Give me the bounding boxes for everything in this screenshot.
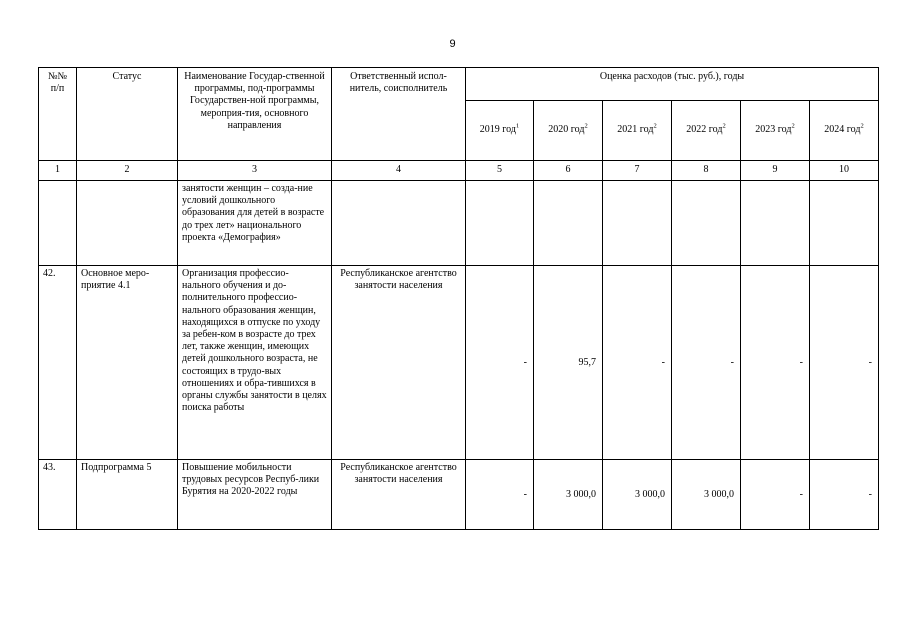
table-row (39, 181, 879, 266)
page-number: 9 (449, 38, 456, 50)
row-status (77, 181, 178, 266)
row-responsible: Республиканское агентство занятости населения (332, 266, 466, 460)
row-value: - (741, 460, 810, 530)
row-name: занятости женщин – созда-ние условий дошкольного образования для детей в возрасте до трех лет» национального проекта «Демография» (178, 181, 332, 266)
column-number: 8 (672, 161, 741, 181)
column-number: 3 (178, 161, 332, 181)
row-value (534, 181, 603, 266)
row-name: Повышение мобильности трудовых ресурсов Респуб-лики Бурятия на 2020-2022 годы (178, 460, 332, 530)
row-value: 3 000,0 (603, 460, 672, 530)
header-year: 2024 год$^2$ (810, 101, 879, 161)
header-year: 2023 год$^2$ (741, 101, 810, 161)
table-row (39, 266, 879, 460)
row-status: Основное меро-приятие 4.1 (77, 266, 178, 460)
row-value: 3 000,0 (534, 460, 603, 530)
row-value: - (810, 460, 879, 530)
row-value: - (810, 266, 879, 460)
row-value: 3 000,0 (672, 460, 741, 530)
column-number: 7 (603, 161, 672, 181)
row-value (741, 181, 810, 266)
row-value (466, 181, 534, 266)
column-number: 2 (77, 161, 178, 181)
row-name: Организация профессио-нального обучения и до-полнительного профессио-нального образования женщин, находящихся в отпуске по уходу за ребен-ком в возрасте до трех лет, также женщин, имеющих детей дошкольного возраста, не состоящих в трудо-вых отношениях и обра-тившихся в органы службы занятости в целях поиска работы (178, 266, 332, 460)
column-number: 10 (810, 161, 879, 181)
header-name: Наименование Государ-ственной программы, под-программы Государствен-ной программы, мероприя-тия, основного направления (178, 68, 332, 161)
row-value (672, 181, 741, 266)
row-responsible (332, 181, 466, 266)
header-year: 2022 год$^2$ (672, 101, 741, 161)
row-value: 95,7 (534, 266, 603, 460)
column-number-row (39, 161, 879, 181)
row-value (603, 181, 672, 266)
row-num: 42. (39, 266, 77, 460)
row-value (810, 181, 879, 266)
column-number: 6 (534, 161, 603, 181)
header-row (39, 68, 879, 101)
header-year: 2020 год$^2$ (534, 101, 603, 161)
column-number: 1 (39, 161, 77, 181)
row-value: - (466, 460, 534, 530)
row-responsible: Республиканское агентство занятости населения (332, 460, 466, 530)
row-num (39, 181, 77, 266)
header-year: 2019 год$^1$ (466, 101, 534, 161)
column-number: 4 (332, 161, 466, 181)
column-number: 9 (741, 161, 810, 181)
expense-table (38, 67, 879, 530)
table-row (39, 460, 879, 530)
row-value: - (672, 266, 741, 460)
header-num: №№ п/п (39, 68, 77, 161)
row-value: - (741, 266, 810, 460)
row-value: - (466, 266, 534, 460)
header-cost-group: Оценка расходов (тыс. руб.), годы (466, 68, 879, 101)
row-num: 43. (39, 460, 77, 530)
row-value: - (603, 266, 672, 460)
header-year: 2021 год$^2$ (603, 101, 672, 161)
header-responsible: Ответственный испол-нитель, соисполнитель (332, 68, 466, 161)
row-status: Подпрограмма 5 (77, 460, 178, 530)
header-status: Статус (77, 68, 178, 161)
column-number: 5 (466, 161, 534, 181)
